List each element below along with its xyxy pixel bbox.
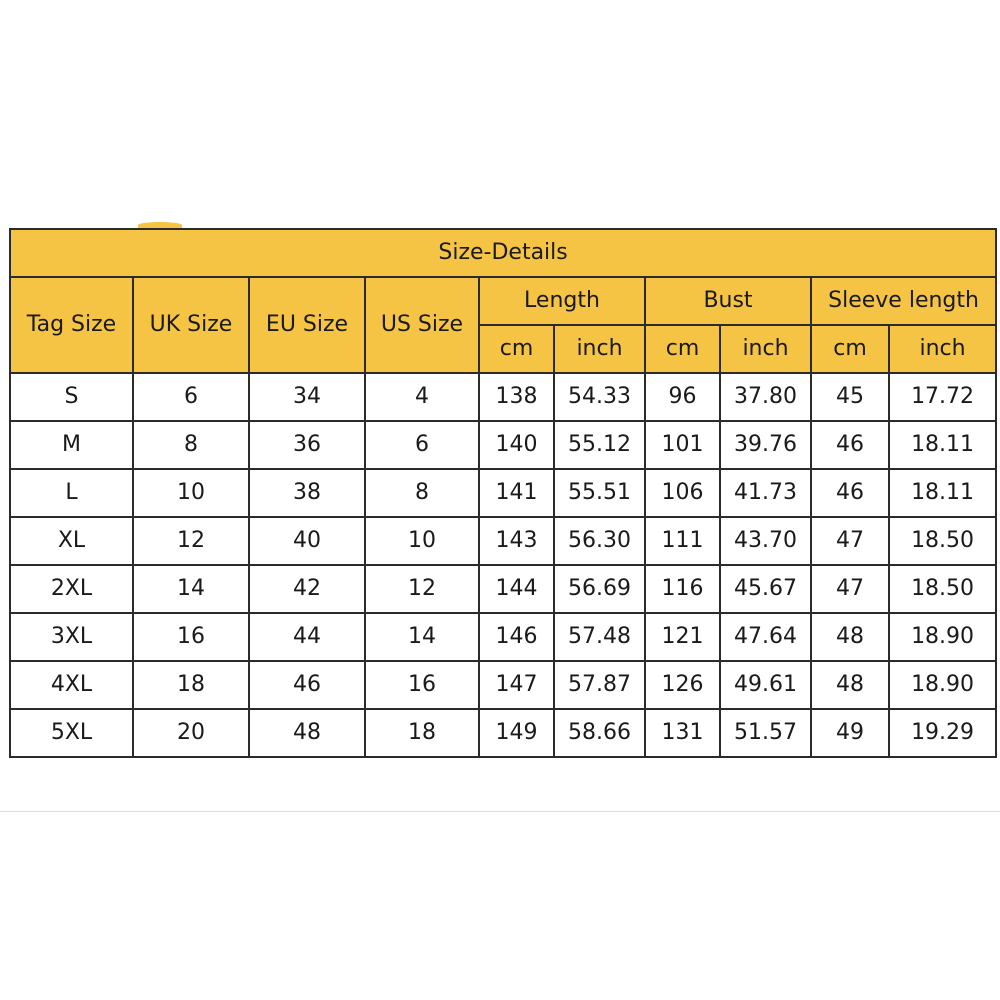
table-row <box>10 613 996 661</box>
cell-bust-cm: 116 <box>645 565 720 613</box>
cell-length-inch: 56.30 <box>554 517 645 565</box>
cell-sleeve-inch: 18.50 <box>889 517 996 565</box>
cell-length-cm: 147 <box>479 661 554 709</box>
cell-tag-size: 2XL <box>10 565 133 613</box>
cell-bust-inch: 37.80 <box>720 373 811 421</box>
cell-us-size: 12 <box>365 565 479 613</box>
cell-eu-size: 44 <box>249 613 365 661</box>
cell-length-inch: 55.51 <box>554 469 645 517</box>
cell-us-size: 10 <box>365 517 479 565</box>
cell-uk-size: 10 <box>133 469 249 517</box>
unit-sleeve-inch: inch <box>889 325 996 373</box>
cell-length-cm: 138 <box>479 373 554 421</box>
cell-tag-size: XL <box>10 517 133 565</box>
cell-eu-size: 40 <box>249 517 365 565</box>
cell-bust-inch: 39.76 <box>720 421 811 469</box>
cell-bust-cm: 101 <box>645 421 720 469</box>
cell-length-cm: 144 <box>479 565 554 613</box>
header-length: Length <box>479 277 645 325</box>
cell-us-size: 18 <box>365 709 479 757</box>
cell-sleeve-inch: 18.11 <box>889 469 996 517</box>
cell-sleeve-inch: 18.11 <box>889 421 996 469</box>
divider-line <box>0 811 1000 812</box>
cell-bust-cm: 126 <box>645 661 720 709</box>
unit-length-cm: cm <box>479 325 554 373</box>
cell-bust-cm: 96 <box>645 373 720 421</box>
size-details-table <box>9 228 997 758</box>
cell-sleeve-cm: 45 <box>811 373 889 421</box>
cell-tag-size: 5XL <box>10 709 133 757</box>
table-row <box>10 565 996 613</box>
cell-us-size: 6 <box>365 421 479 469</box>
table-title: Size-Details <box>10 229 996 277</box>
cell-sleeve-inch: 17.72 <box>889 373 996 421</box>
cell-us-size: 4 <box>365 373 479 421</box>
table-row <box>10 469 996 517</box>
table-row <box>10 517 996 565</box>
header-eu-size: EU Size <box>249 277 365 373</box>
cell-sleeve-cm: 48 <box>811 661 889 709</box>
cell-uk-size: 16 <box>133 613 249 661</box>
cell-uk-size: 20 <box>133 709 249 757</box>
cell-tag-size: S <box>10 373 133 421</box>
cell-us-size: 8 <box>365 469 479 517</box>
cell-bust-inch: 43.70 <box>720 517 811 565</box>
cell-bust-cm: 111 <box>645 517 720 565</box>
table-row <box>10 421 996 469</box>
cell-bust-inch: 49.61 <box>720 661 811 709</box>
cell-sleeve-cm: 47 <box>811 565 889 613</box>
cell-sleeve-cm: 48 <box>811 613 889 661</box>
header-bust: Bust <box>645 277 811 325</box>
cell-eu-size: 34 <box>249 373 365 421</box>
cell-eu-size: 36 <box>249 421 365 469</box>
cell-sleeve-inch: 18.50 <box>889 565 996 613</box>
cell-bust-inch: 51.57 <box>720 709 811 757</box>
cell-tag-size: M <box>10 421 133 469</box>
cell-uk-size: 12 <box>133 517 249 565</box>
cell-sleeve-inch: 18.90 <box>889 661 996 709</box>
cell-sleeve-cm: 46 <box>811 469 889 517</box>
cell-length-cm: 143 <box>479 517 554 565</box>
cell-eu-size: 46 <box>249 661 365 709</box>
cell-uk-size: 6 <box>133 373 249 421</box>
cell-length-inch: 56.69 <box>554 565 645 613</box>
header-uk-size: UK Size <box>133 277 249 373</box>
unit-bust-inch: inch <box>720 325 811 373</box>
unit-sleeve-cm: cm <box>811 325 889 373</box>
table-row <box>10 709 996 757</box>
cell-sleeve-cm: 46 <box>811 421 889 469</box>
cell-length-cm: 149 <box>479 709 554 757</box>
cell-bust-inch: 45.67 <box>720 565 811 613</box>
cell-us-size: 16 <box>365 661 479 709</box>
table-row <box>10 661 996 709</box>
cell-length-cm: 146 <box>479 613 554 661</box>
cell-sleeve-inch: 19.29 <box>889 709 996 757</box>
cell-eu-size: 38 <box>249 469 365 517</box>
table-row <box>10 373 996 421</box>
header-tag-size: Tag Size <box>10 277 133 373</box>
cell-bust-inch: 47.64 <box>720 613 811 661</box>
cell-tag-size: 3XL <box>10 613 133 661</box>
cell-eu-size: 42 <box>249 565 365 613</box>
header-row <box>10 277 996 325</box>
cell-sleeve-cm: 47 <box>811 517 889 565</box>
cell-length-inch: 57.48 <box>554 613 645 661</box>
cell-uk-size: 14 <box>133 565 249 613</box>
cell-sleeve-inch: 18.90 <box>889 613 996 661</box>
cell-bust-inch: 41.73 <box>720 469 811 517</box>
cell-eu-size: 48 <box>249 709 365 757</box>
cell-length-cm: 141 <box>479 469 554 517</box>
cell-bust-cm: 131 <box>645 709 720 757</box>
cell-length-inch: 58.66 <box>554 709 645 757</box>
cell-uk-size: 8 <box>133 421 249 469</box>
cell-us-size: 14 <box>365 613 479 661</box>
cell-bust-cm: 106 <box>645 469 720 517</box>
unit-bust-cm: cm <box>645 325 720 373</box>
cell-bust-cm: 121 <box>645 613 720 661</box>
cell-sleeve-cm: 49 <box>811 709 889 757</box>
cell-length-cm: 140 <box>479 421 554 469</box>
cell-length-inch: 54.33 <box>554 373 645 421</box>
cell-length-inch: 55.12 <box>554 421 645 469</box>
cell-length-inch: 57.87 <box>554 661 645 709</box>
cell-tag-size: 4XL <box>10 661 133 709</box>
cell-uk-size: 18 <box>133 661 249 709</box>
cell-tag-size: L <box>10 469 133 517</box>
unit-length-inch: inch <box>554 325 645 373</box>
size-rows <box>10 373 996 757</box>
header-sleeve-length: Sleeve length <box>811 277 996 325</box>
title-row <box>10 229 996 277</box>
header-us-size: US Size <box>365 277 479 373</box>
